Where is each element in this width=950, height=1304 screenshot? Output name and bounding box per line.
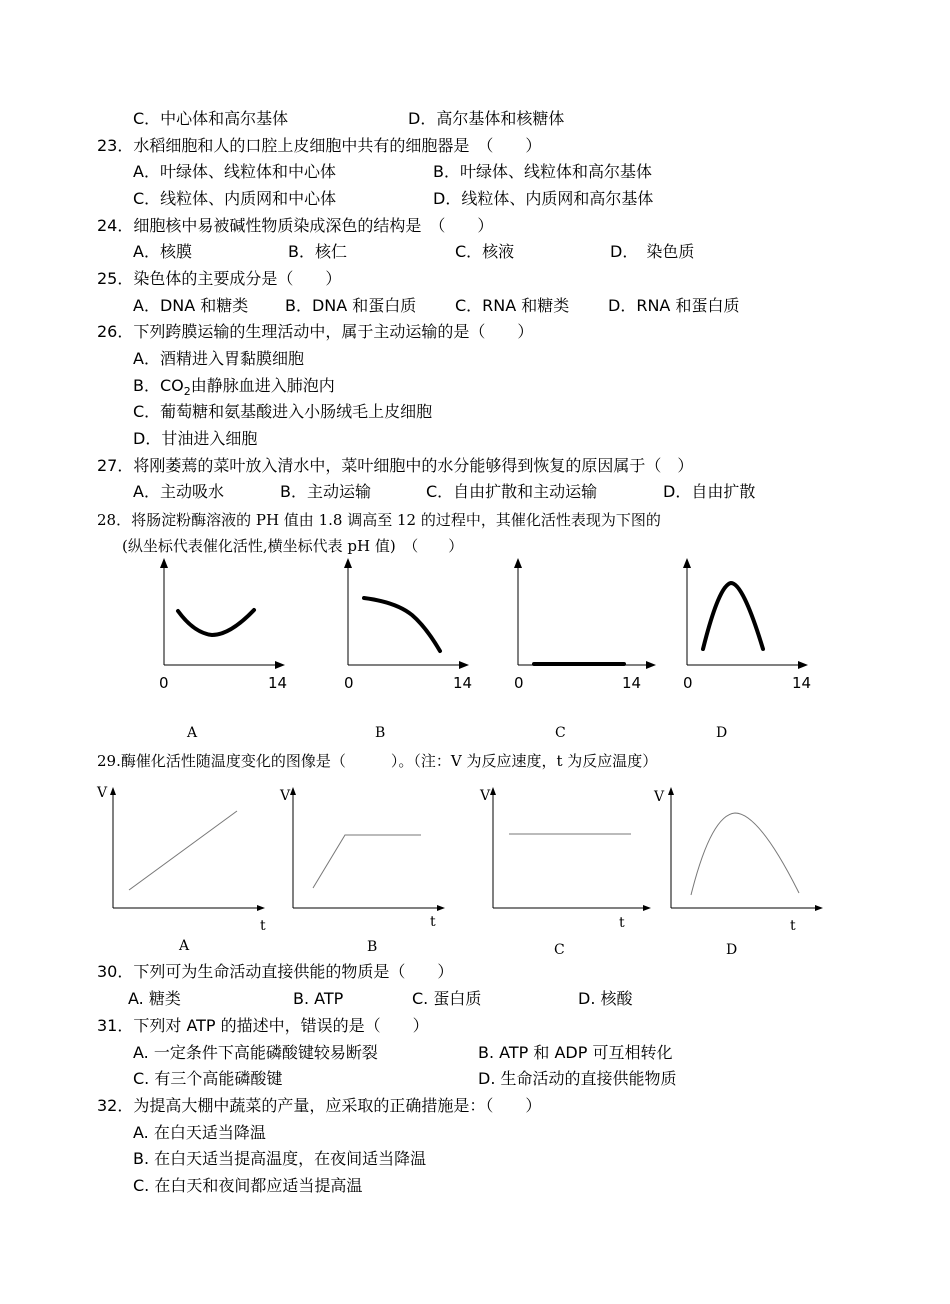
q28-label-c: C: [555, 725, 566, 741]
q29-graph-d: [663, 785, 833, 920]
q28-curve-b: [364, 598, 440, 651]
q29-a-y-label: V: [97, 785, 108, 801]
q29-d-y-label: V: [654, 789, 665, 805]
q27-option-d: D．自由扩散: [663, 482, 756, 501]
q30-option-c: C. 蛋白质: [412, 989, 482, 1008]
q26-stem: 26．下列跨膜运输的生理活动中，属于主动运输的是（ ）: [97, 322, 534, 341]
q29-line-a: [129, 811, 237, 890]
q28-a-x-end: 14: [268, 674, 288, 692]
q25-option-a: A．DNA 和糖类: [133, 296, 249, 315]
q29-b-x-label: t: [430, 914, 436, 930]
q29-label-a: A: [179, 938, 190, 954]
q28-a-x-start: 0: [159, 674, 169, 692]
q23-option-c: C．线粒体、内质网和中心体: [133, 189, 337, 208]
q28-d-x-start: 0: [683, 674, 693, 692]
q31-option-d: D. 生命活动的直接供能物质: [478, 1069, 677, 1088]
q25-stem: 25．染色体的主要成分是（ ）: [97, 269, 342, 288]
q28-label-d: D: [716, 725, 728, 741]
q24-option-d: D． 染色质: [610, 242, 695, 261]
q28-c-x-start: 0: [514, 674, 524, 692]
q29-line-d: [691, 813, 799, 895]
q26-option-b-prefix: B．CO: [133, 376, 184, 395]
q29-stem: 29.酶催化活性随温度变化的图像是（ ）。（注：V 为反应速度，t 为反应温度）: [97, 752, 658, 770]
q26-option-b-rest: 由静脉血进入肺泡内: [190, 376, 335, 395]
q28-c-x-end: 14: [622, 674, 642, 692]
q23-option-b: B．叶绿体、线粒体和高尔基体: [433, 162, 652, 181]
q27-option-c: C．自由扩散和主动运输: [426, 482, 598, 501]
q28-b-x-end: 14: [453, 674, 473, 692]
q29-graph-b: [285, 785, 455, 920]
q25-option-c: C．RNA 和糖类: [455, 296, 570, 315]
q27-option-b: B．主动运输: [280, 482, 371, 501]
q29-label-c: C: [554, 942, 565, 958]
q29-d-x-label: t: [790, 918, 796, 934]
q28-graph-d: [673, 555, 813, 670]
q28-label-b: B: [375, 725, 386, 741]
q24-stem: 24．细胞核中易被碱性物质染成深色的结构是 （ ）: [97, 216, 494, 235]
q27-stem: 27．将刚萎蔫的菜叶放入清水中，菜叶细胞中的水分能够得到恢复的原因属于（ ）: [97, 456, 694, 475]
q29-c-x-label: t: [619, 915, 625, 931]
q22-option-c: C．中心体和高尔基体: [133, 109, 289, 128]
q25-option-d: D．RNA 和蛋白质: [608, 296, 740, 315]
q30-option-d: D. 核酸: [578, 989, 633, 1008]
q28-stem: 28．将肠淀粉酶溶液的 PH 值由 1.8 调高至 12 的过程中，其催化活性表现为下图的: [97, 511, 661, 529]
q28-d-x-end: 14: [792, 674, 812, 692]
q23-option-a: A．叶绿体、线粒体和中心体: [133, 162, 336, 181]
q26-option-b: [133, 376, 335, 402]
q32-stem: 32．为提高大棚中蔬菜的产量，应采取的正确措施是：（ ）: [97, 1096, 542, 1115]
q23-stem: 23．水稻细胞和人的口腔上皮细胞中共有的细胞器是 （ ）: [97, 136, 542, 155]
q27-option-a: A．主动吸水: [133, 482, 224, 501]
q28-curve-a: [178, 610, 254, 635]
q28-stem-note: (纵坐标代表催化活性,横坐标代表 pH 值) （ ）: [122, 537, 464, 555]
q31-option-c: C. 有三个高能磷酸键: [133, 1069, 283, 1088]
q30-stem: 30．下列可为生命活动直接供能的物质是（ ）: [97, 962, 454, 981]
q29-graph-a: [105, 785, 275, 920]
q29-a-x-label: t: [260, 918, 266, 934]
q24-option-c: C．核液: [455, 242, 515, 261]
q30-option-b: B. ATP: [293, 989, 344, 1008]
q28-graph-b: [334, 555, 474, 670]
q32-option-b: B. 在白天适当提高温度，在夜间适当降温: [133, 1149, 427, 1168]
q28-graph-a: [150, 555, 290, 670]
q31-option-a: A. 一定条件下高能磷酸键较易断裂: [133, 1043, 378, 1062]
q28-curve-d: [703, 583, 763, 649]
q31-option-b: B. ATP 和 ADP 可互相转化: [478, 1043, 673, 1062]
q24-option-b: B．核仁: [288, 242, 347, 261]
q28-graph-c: [504, 555, 664, 670]
q26-option-a: A．酒精进入胃黏膜细胞: [133, 349, 304, 368]
q23-option-d: D．线粒体、内质网和高尔基体: [433, 189, 654, 208]
q32-option-a: A. 在白天适当降温: [133, 1123, 266, 1142]
q26-option-d: D．甘油进入细胞: [133, 429, 258, 448]
q29-c-y-label: V: [480, 788, 491, 804]
q25-option-b: B．DNA 和蛋白质: [285, 296, 417, 315]
q28-b-x-start: 0: [344, 674, 354, 692]
q29-line-b: [313, 835, 421, 888]
q31-stem: 31．下列对 ATP 的描述中，错误的是（ ）: [97, 1016, 429, 1035]
q26-option-c: C．葡萄糖和氨基酸进入小肠绒毛上皮细胞: [133, 402, 433, 421]
q29-graph-c: [485, 785, 660, 920]
q29-label-d: D: [726, 942, 738, 958]
q30-option-a: A. 糖类: [128, 989, 181, 1008]
q29-label-b: B: [367, 939, 378, 955]
q26-option-b-subscript: 2: [183, 385, 191, 399]
q29-b-y-label: V: [280, 788, 291, 804]
q28-label-a: A: [187, 725, 198, 741]
q24-option-a: A．核膜: [133, 242, 192, 261]
q32-option-c: C. 在白天和夜间都应适当提高温: [133, 1176, 363, 1195]
q22-option-d: D．高尔基体和核糖体: [408, 109, 565, 128]
